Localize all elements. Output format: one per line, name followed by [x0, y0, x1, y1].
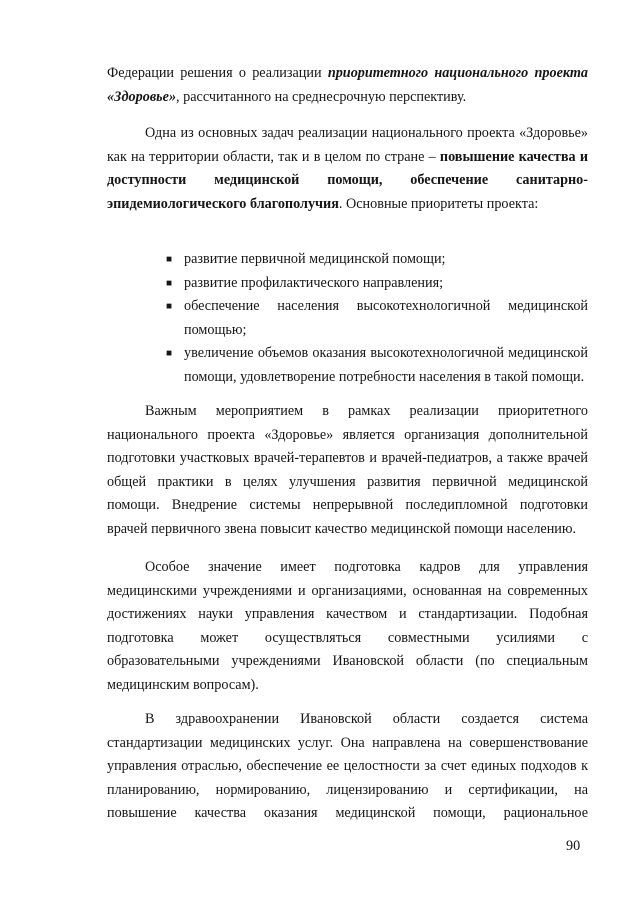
paragraph-1-project-name: приоритетного национального проекта «Здоровье» — [107, 65, 588, 105]
list-item-text: развитие профилактического направления; — [184, 274, 444, 291]
page-number: 90 — [566, 838, 581, 854]
list-item-text: обеспечение населения высокотехнологичной медицинской помощью; — [184, 298, 588, 338]
paragraph-1-text-end: , рассчитанного на среднесрочную перспективу. — [176, 88, 467, 105]
paragraph-2-bold-goal: повышение качества и доступности медицинской помощи, обеспечение санитарно-эпидемиологического благополучия — [107, 148, 589, 212]
paragraph-3 — [107, 400, 588, 542]
paragraph-3-text: Важным мероприятием в рамках реализации приоритетного национального проекта «Здоровье» является организация дополнительной подготовки участковых врачей-терапевтов и врачей-педиатров, а также врачей общей практики в целях улучшения развития первичной медицинской помощи. Внедрение системы непрерывной последипломной подготовки врачей первичного звена повысит качество медицинской помощи населению. — [107, 403, 588, 537]
list-item — [166, 342, 588, 389]
list-item-text: развитие первичной медицинской помощи; — [184, 251, 446, 267]
paragraph-1 — [107, 62, 588, 109]
list-item-text: увеличение объемов оказания высокотехнологичной медицинской помощи, удовлетворение потребности населения в такой помощи. — [184, 345, 588, 385]
paragraph-4-text: Особое значение имеет подготовка кадров для управления медицинскими учреждениями и организациями, основанная на современных достижениях науки управления качеством и стандартизации. Подобная подготовка может осуществляться совместными усилиями с образовательными учреждениями Ивановской области (по специальным медицинским вопросам). — [107, 559, 588, 693]
paragraph-1-text-start: Федерации решения о реализации — [107, 65, 328, 81]
bullet-marker: ■ — [166, 301, 173, 313]
bullet-marker: ■ — [166, 254, 173, 265]
paragraph-2-text-end: . Основные приоритеты проекта: — [338, 195, 539, 212]
paragraph-2 — [107, 122, 588, 216]
paragraph-2-text-start: Одна из основных задач реализации национального проекта «Здоровье» как на территории области, так и в целом по стране – — [107, 125, 588, 165]
list-item — [166, 248, 588, 272]
priorities-list — [166, 248, 588, 390]
bullet-marker: ■ — [166, 277, 173, 289]
bullet-marker: ■ — [166, 348, 173, 360]
paragraph-5-text: В здравоохранении Ивановской области создается система стандартизации медицинских услуг. Она направлена на совершенствование управления отраслью, обеспечение ее целостности за счет единых подходов к планированию, нормированию, лицензированию и сертификации, на повышение качества оказания медицинской помощи, рациональное — [107, 711, 588, 822]
paragraph-5 — [107, 708, 588, 826]
list-item — [166, 272, 588, 296]
paragraph-4 — [107, 556, 588, 698]
list-item — [166, 295, 588, 342]
